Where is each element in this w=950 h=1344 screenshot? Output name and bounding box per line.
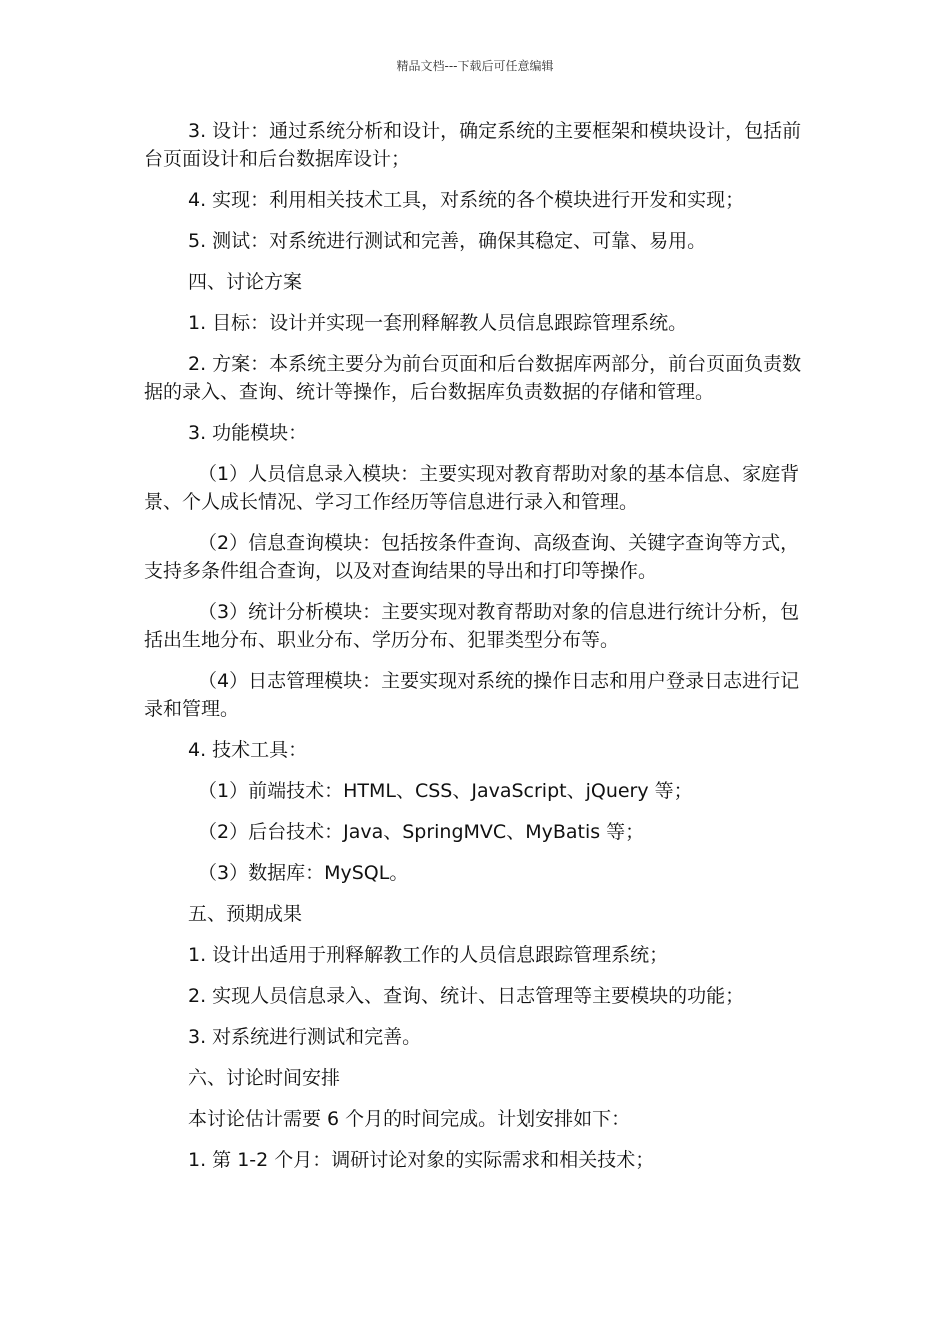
paragraph-result-1: 1. 设计出适用于刑释解教工作的人员信息跟踪管理系统；: [188, 944, 669, 966]
paragraph-design-step: 3. 设计：通过系统分析和设计，确定系统的主要框架和模块设计，包括前台页面设计和后台数据库设计；: [144, 120, 802, 170]
paragraph-schedule-intro: 本讨论估计需要 6 个月的时间完成。计划安排如下：: [188, 1108, 631, 1130]
paragraph-result-3: 3. 对系统进行测试和完善。: [188, 1026, 422, 1048]
section-heading-results: 五、预期成果: [188, 903, 303, 925]
paragraph-modules-heading: 3. 功能模块：: [188, 422, 308, 444]
paragraph-implement-step: 4. 实现：利用相关技术工具，对系统的各个模块进行开发和实现；: [188, 189, 745, 211]
paragraph-tool-backend: （2）后台技术：Java、SpringMVC、MyBatis 等；: [198, 821, 645, 843]
paragraph-goal: 1. 目标：设计并实现一套刑释解教人员信息跟踪管理系统。: [188, 312, 688, 334]
section-heading-plan: 四、讨论方案: [188, 271, 303, 293]
paragraph-module-query: （2）信息查询模块：包括按条件查询、高级查询、关键字查询等方式，支持多条件组合查询，以及对查询结果的导出和打印等操作。: [144, 532, 800, 582]
paragraph-schedule-1: 1. 第 1-2 个月：调研讨论对象的实际需求和相关技术；: [188, 1149, 655, 1171]
page-header: 精品文档---下载后可任意编辑: [396, 59, 554, 73]
paragraph-tools-heading: 4. 技术工具：: [188, 739, 308, 761]
paragraph-module-log: （4）日志管理模块：主要实现对系统的操作日志和用户登录日志进行记录和管理。: [144, 670, 800, 720]
paragraph-tool-frontend: （1）前端技术：HTML、CSS、JavaScript、jQuery 等；: [198, 780, 693, 802]
paragraph-module-entry: （1）人员信息录入模块：主要实现对教育帮助对象的基本信息、家庭背景、个人成长情况、学习工作经历等信息进行录入和管理。: [144, 463, 800, 513]
paragraph-scheme: 2. 方案：本系统主要分为前台页面和后台数据库两部分，前台页面负责数据的录入、查询、统计等操作，后台数据库负责数据的存储和管理。: [144, 353, 802, 403]
paragraph-test-step: 5. 测试：对系统进行测试和完善，确保其稳定、可靠、易用。: [188, 230, 707, 252]
document-body: [144, 117, 816, 1187]
paragraph-tool-database: （3）数据库：MySQL。: [198, 862, 409, 884]
paragraph-module-stats: （3）统计分析模块：主要实现对教育帮助对象的信息进行统计分析，包括出生地分布、职业分布、学历分布、犯罪类型分布等。: [144, 601, 800, 651]
paragraph-result-2: 2. 实现人员信息录入、查询、统计、日志管理等主要模块的功能；: [188, 985, 745, 1007]
section-heading-schedule: 六、讨论时间安排: [188, 1067, 341, 1089]
